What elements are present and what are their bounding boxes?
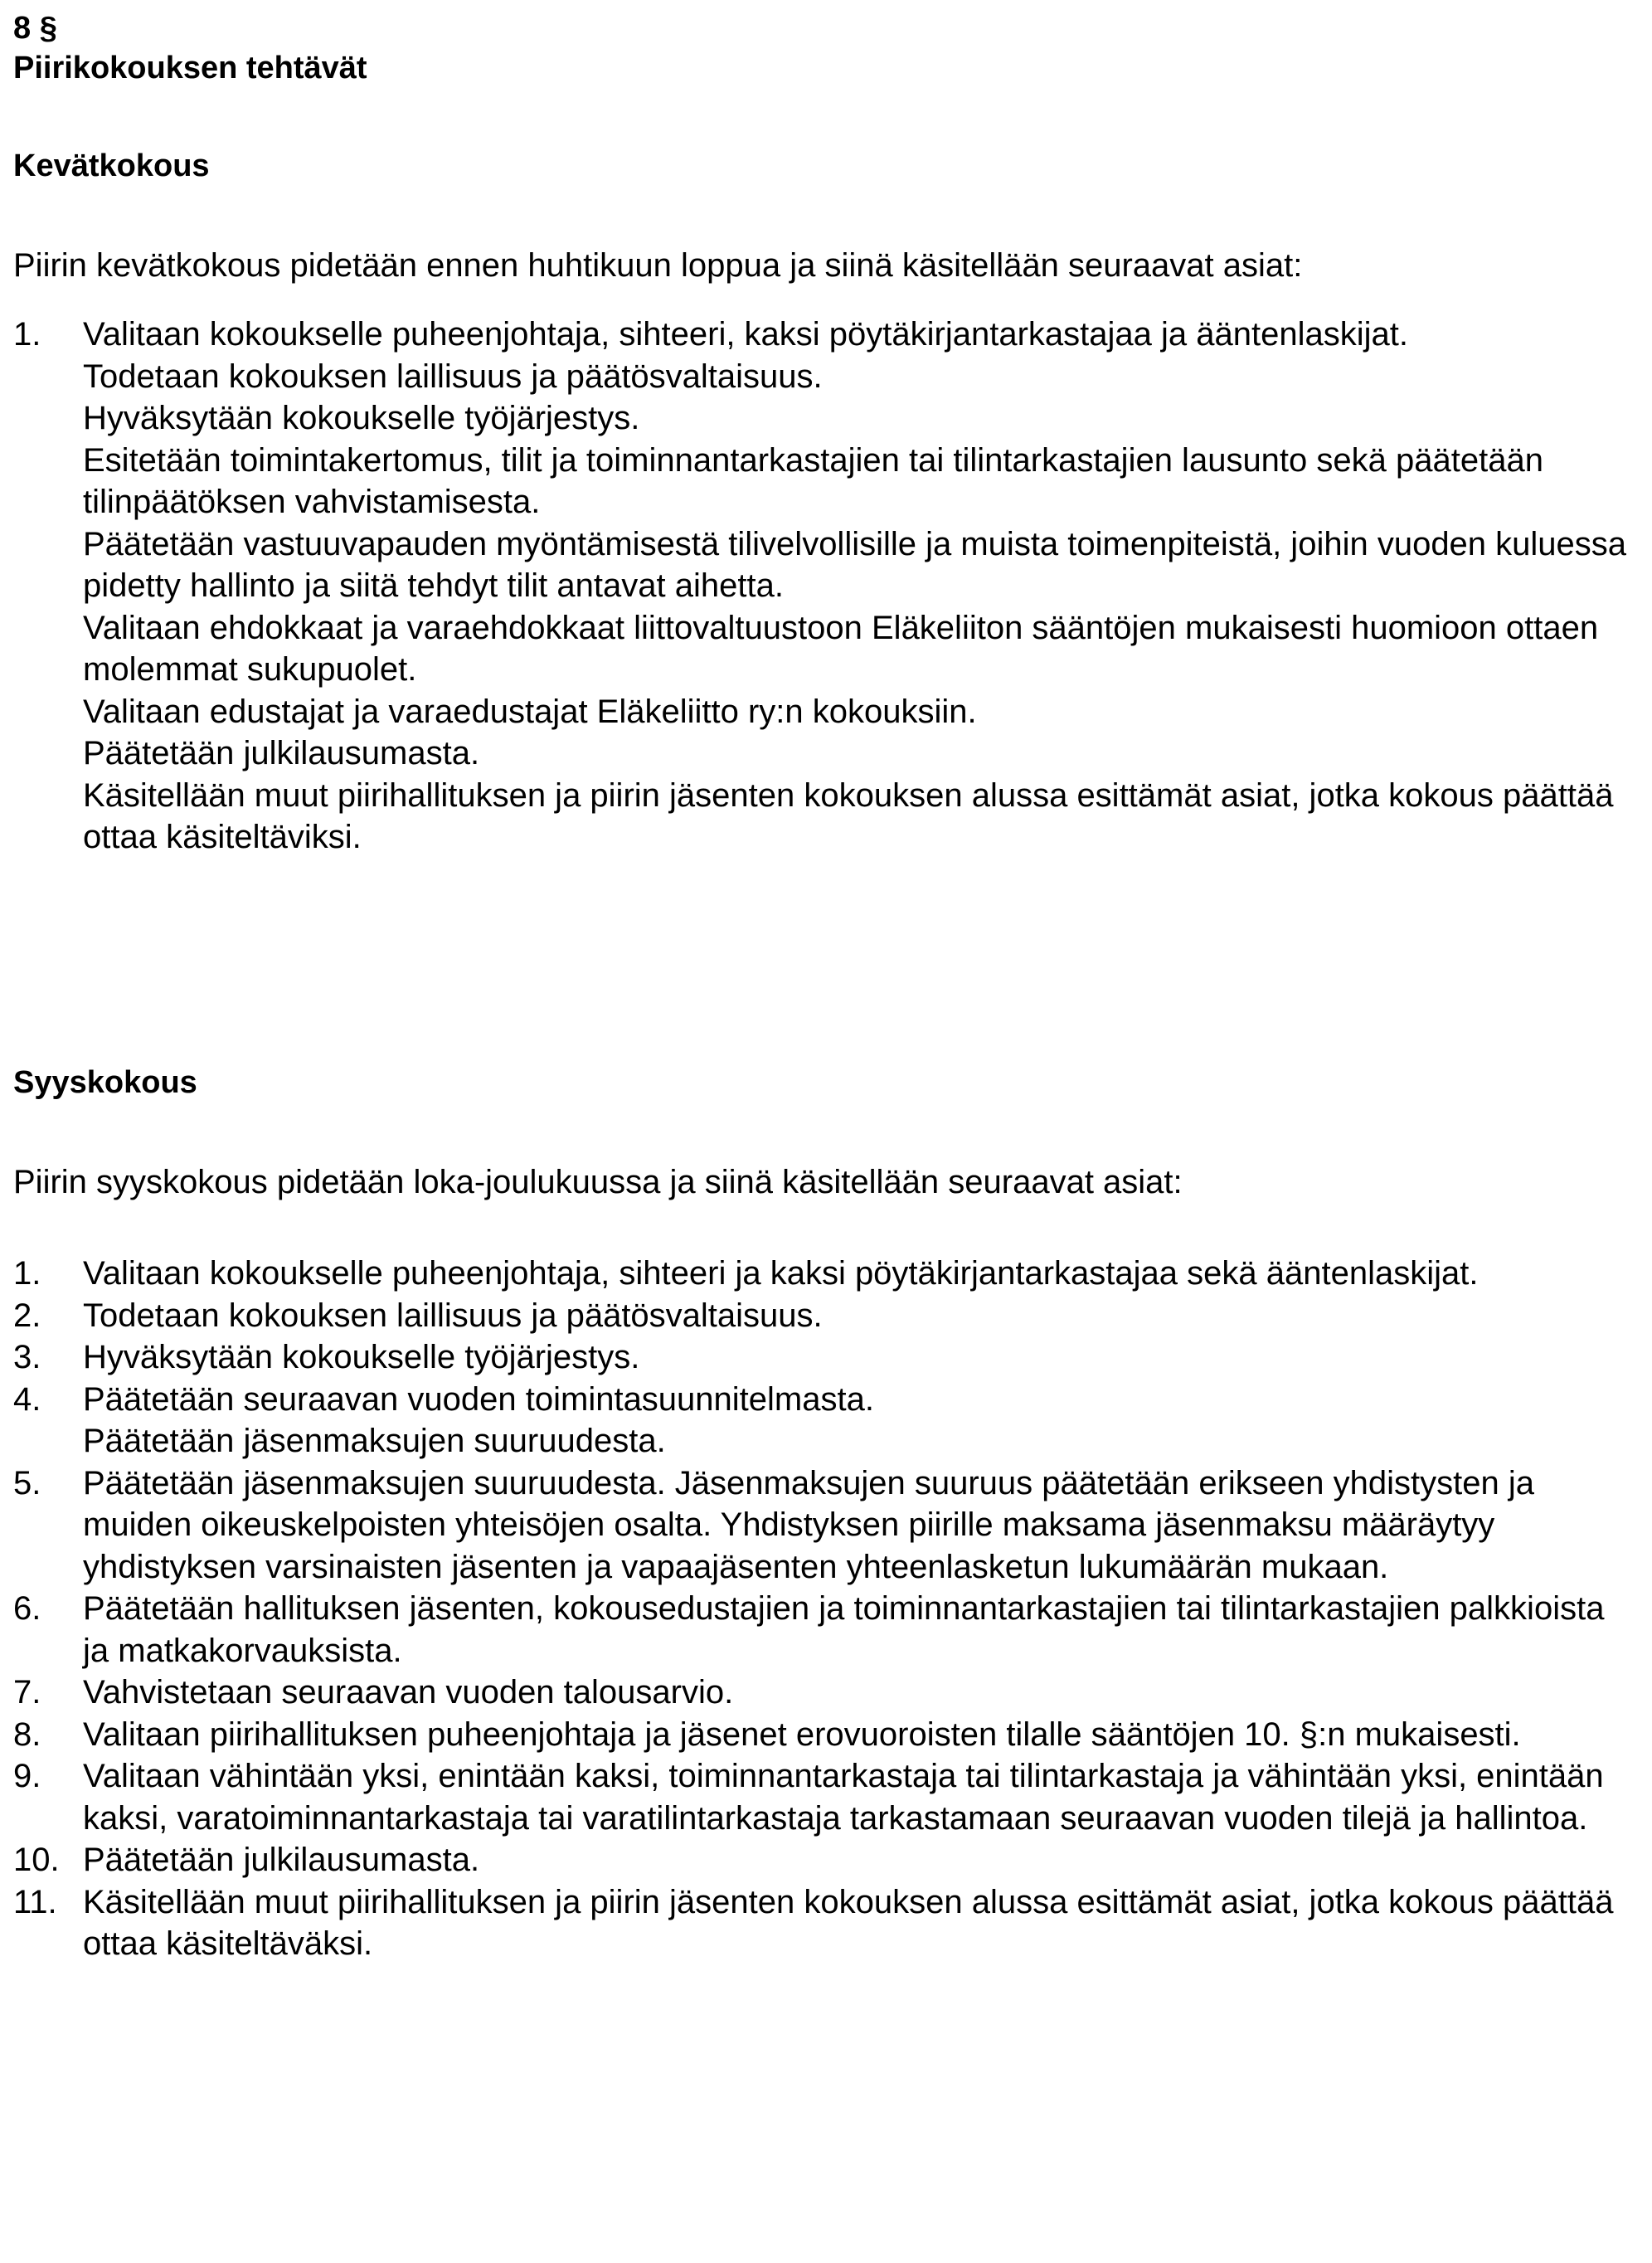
agenda-item-text: Käsitellään muut piirihallituksen ja piirin jäsenten kokouksen alussa esittämät asiat, jotka kokous päättää ottaa käsiteltäviksi. bbox=[83, 776, 1614, 855]
agenda-item bbox=[13, 356, 1639, 398]
agenda-item-text: Päätetään seuraavan vuoden toimintasuunnitelmasta. bbox=[83, 1380, 874, 1418]
agenda-item bbox=[13, 732, 1639, 775]
agenda-item-text: Todetaan kokouksen laillisuus ja päätösvaltaisuus. bbox=[83, 358, 823, 395]
autumn-meeting-heading: Syyskokous bbox=[13, 1065, 197, 1100]
autumn-meeting-agenda-list bbox=[13, 1253, 1639, 1965]
agenda-item-text: Päätetään jäsenmaksujen suuruudesta. bbox=[83, 1423, 666, 1459]
agenda-item-text: Käsitellään muut piirihallituksen ja piirin jäsenten kokouksen alussa esittämät asiat, jotka kokous päättää ottaa käsiteltäväksi. bbox=[83, 1883, 1614, 1962]
agenda-item-text: Hyväksytään kokoukselle työjärjestys. bbox=[83, 400, 640, 436]
agenda-item bbox=[13, 1755, 1639, 1839]
agenda-item bbox=[13, 1881, 1639, 1965]
agenda-item-number: 1. bbox=[13, 1255, 41, 1292]
agenda-item bbox=[13, 691, 1639, 733]
section-title: Piirikokouksen tehtävät bbox=[13, 51, 367, 85]
agenda-item-number: 3. bbox=[13, 1339, 41, 1375]
agenda-item bbox=[13, 1839, 1639, 1881]
agenda-item-text: Päätetään julkilausumasta. bbox=[83, 1842, 480, 1878]
agenda-item-number: 6. bbox=[13, 1590, 41, 1627]
agenda-item bbox=[13, 523, 1639, 607]
agenda-item bbox=[13, 607, 1639, 691]
agenda-item bbox=[13, 314, 1639, 356]
spring-meeting-heading: Kevätkokous bbox=[13, 148, 210, 183]
agenda-item-text: Päätetään vastuuvapauden myöntämisestä tilivelvollisille ja muista toimenpiteistä, joihin vuoden kuluessa pidetty hallinto ja siitä tehdyt tilit antavat aihetta. bbox=[83, 525, 1627, 604]
agenda-item-text: Valitaan kokoukselle puheenjohtaja, sihteeri ja kaksi pöytäkirjantarkastajaa sekä ääntenlaskijat. bbox=[83, 1255, 1479, 1292]
autumn-meeting-intro: Piirin syyskokous pidetään loka-joulukuussa ja siinä käsitellään seuraavat asiat: bbox=[13, 1164, 1183, 1200]
agenda-item bbox=[13, 1253, 1639, 1295]
agenda-item-number: 2. bbox=[13, 1297, 41, 1334]
agenda-item-text: Vahvistetaan seuraavan vuoden talousarvio. bbox=[83, 1674, 734, 1711]
section-number: 8 § bbox=[13, 11, 57, 46]
agenda-item-number: 10. bbox=[13, 1842, 60, 1878]
agenda-item-text: Päätetään jäsenmaksujen suuruudesta. Jäsenmaksujen suuruus päätetään erikseen yhdistysten ja muiden oikeuskelpoisten yhteisöjen osalta. Yhdistyksen piirille maksama jäsenmaksu määräytyy yhdistyksen varsinaisten jäsenten ja vapaajäsenten yhteenlasketun lukumäärän mukaan. bbox=[83, 1464, 1534, 1585]
spring-meeting-intro: Piirin kevätkokous pidetään ennen huhtikuun loppua ja siinä käsitellään seuraavat asiat: bbox=[13, 247, 1303, 284]
agenda-item-number: 4. bbox=[13, 1380, 41, 1418]
agenda-item-text: Esitetään toimintakertomus, tilit ja toiminnantarkastajien tai tilintarkastajien lausunto sekä päätetään tilinpäätöksen vahvistamisesta. bbox=[83, 441, 1543, 520]
agenda-item-text: Hyväksytään kokoukselle työjärjestys. bbox=[83, 1339, 640, 1375]
agenda-item bbox=[13, 1336, 1639, 1379]
agenda-item-number: 9. bbox=[13, 1758, 41, 1794]
agenda-item-number: 8. bbox=[13, 1716, 41, 1753]
agenda-item bbox=[13, 775, 1639, 859]
agenda-item-text: Valitaan ehdokkaat ja varaehdokkaat liittovaltuustoon Eläkeliiton sääntöjen mukaisesti huomioon ottaen molemmat sukupuolet. bbox=[83, 609, 1599, 688]
agenda-item-text: Päätetään julkilausumasta. bbox=[83, 735, 480, 771]
agenda-item bbox=[13, 440, 1639, 523]
agenda-item bbox=[13, 397, 1639, 440]
agenda-item-number: 7. bbox=[13, 1674, 41, 1711]
agenda-item-text: Valitaan vähintään yksi, enintään kaksi, toiminnantarkastaja tai tilintarkastaja ja vähintään yksi, enintään kaksi, varatoiminnantarkastaja tai varatilintarkastaja tarkastamaan seuraavan vuoden tilejä ja hallintoa. bbox=[83, 1758, 1604, 1837]
spring-meeting-agenda-list bbox=[13, 314, 1639, 859]
agenda-item bbox=[13, 1379, 1639, 1421]
agenda-item bbox=[13, 1588, 1639, 1672]
agenda-item bbox=[13, 1295, 1639, 1337]
agenda-item-text: Valitaan edustajat ja varaedustajat Eläkeliitto ry:n kokouksiin. bbox=[83, 693, 977, 730]
agenda-item-text: Todetaan kokouksen laillisuus ja päätösvaltaisuus. bbox=[83, 1297, 823, 1334]
agenda-item-number: 11. bbox=[13, 1883, 57, 1920]
agenda-item-text: Valitaan kokoukselle puheenjohtaja, sihteeri, kaksi pöytäkirjantarkastajaa ja ääntenlaskijat. bbox=[83, 316, 1408, 353]
agenda-item bbox=[13, 1672, 1639, 1714]
agenda-item bbox=[13, 1420, 1639, 1462]
agenda-item bbox=[13, 1714, 1639, 1756]
agenda-item-number: 1. bbox=[13, 316, 41, 353]
agenda-item-text: Päätetään hallituksen jäsenten, kokousedustajien ja toiminnantarkastajien tai tilintarkastajien palkkioista ja matkakorvauksista. bbox=[83, 1590, 1605, 1669]
agenda-item-text: Valitaan piirihallituksen puheenjohtaja ja jäsenet erovuoroisten tilalle sääntöjen 10. §:n mukaisesti. bbox=[83, 1716, 1521, 1753]
agenda-item bbox=[13, 1462, 1639, 1589]
agenda-item-number: 5. bbox=[13, 1464, 41, 1501]
